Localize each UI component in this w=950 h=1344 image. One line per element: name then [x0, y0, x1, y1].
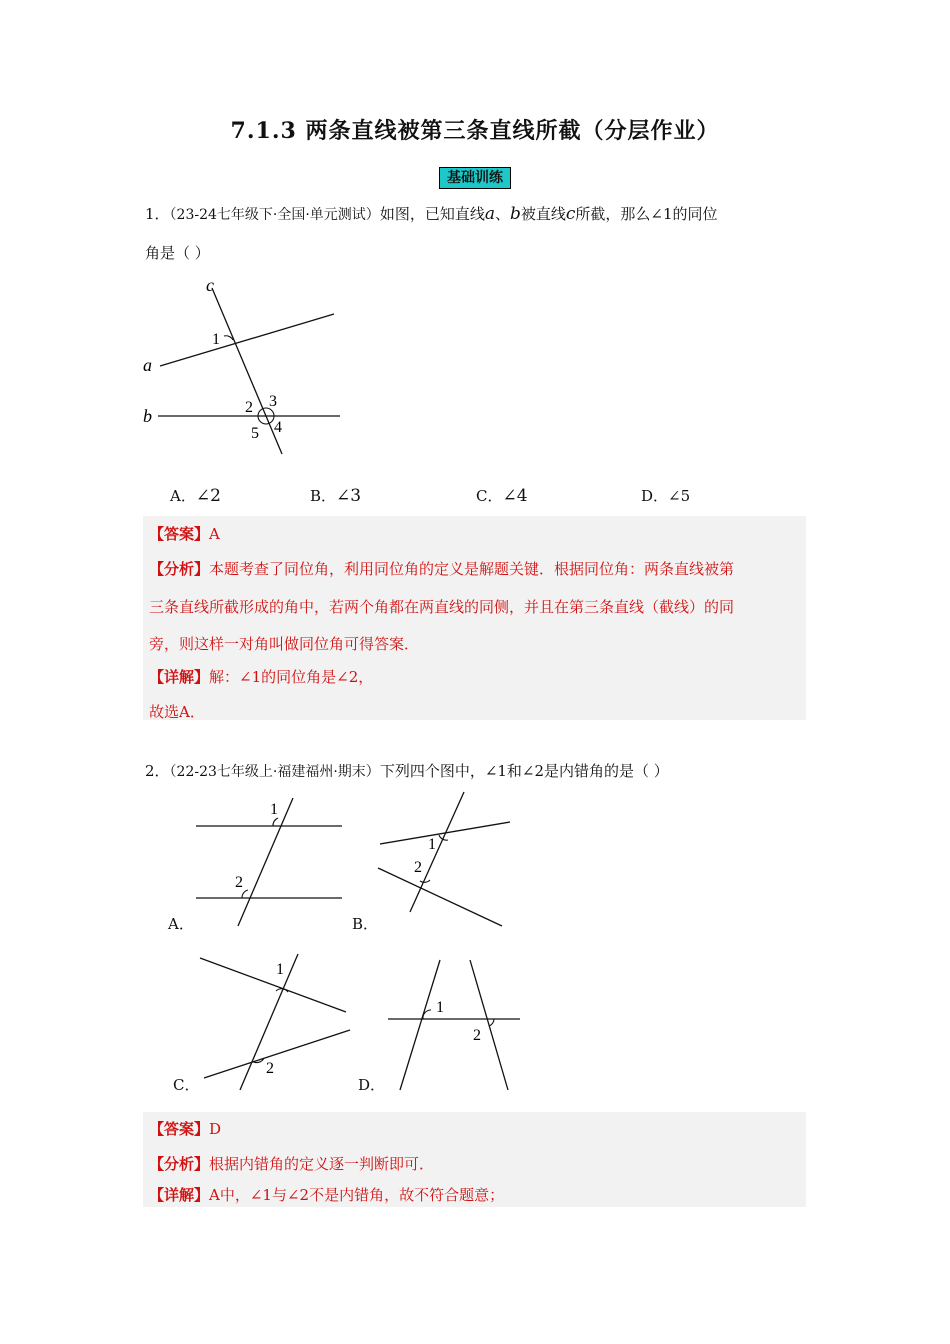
q2-detail: A中，∠1与∠2不是内错角，故不符合题意； — [209, 1186, 505, 1204]
q2-figure-d-label[interactable]: D． — [358, 1076, 386, 1094]
q2-analysis-line — [149, 1153, 434, 1174]
q1-answer-line — [149, 523, 220, 544]
q1-answer-tag: 【答案】 — [149, 525, 210, 543]
q1-answer-box — [143, 516, 806, 720]
q1-option-a-value: ∠2 — [195, 486, 221, 506]
q1-option-a[interactable] — [170, 485, 221, 506]
q2-b-line-2 — [378, 868, 502, 926]
q1-label-a: a — [143, 355, 152, 375]
q2-figure-b — [370, 788, 520, 930]
q1-label-1: 1 — [212, 331, 220, 348]
q2-b-label-2: 2 — [414, 859, 422, 876]
q2-analysis-tag: 【分析】 — [149, 1155, 210, 1173]
q2-a-label-1: 1 — [270, 801, 278, 818]
q2-figure-a-label[interactable]: A． — [168, 915, 194, 933]
q1-label-3: 3 — [269, 393, 277, 410]
q2-a-label-2: 2 — [235, 874, 243, 891]
q1-detail-1: 解：∠1的同位角是∠2， — [209, 668, 374, 686]
q1-line-1 — [145, 203, 718, 224]
q2-line — [145, 760, 669, 781]
q1-number: 1． — [145, 205, 170, 223]
q1-line-2: 角是（ ） — [145, 244, 210, 262]
q1-text-2: 被直线 — [520, 205, 566, 223]
q1-label-4: 4 — [274, 419, 282, 436]
q1-line-a-stroke — [160, 314, 334, 366]
q2-b-label-1: 1 — [428, 836, 436, 853]
q1-analysis-line-1 — [149, 558, 734, 579]
q1-analysis-line-2: 三条直线所截形成的角中，若两个角都在两直线的同侧，并且在第三条直线（截线）的同 — [149, 598, 735, 616]
q1-analysis-tag: 【分析】 — [149, 560, 210, 578]
q1-source: （23-24七年级下·全国·单元测试） — [169, 207, 380, 223]
q2-a-arc-1 — [273, 818, 278, 826]
q1-detail-line-1 — [149, 666, 373, 687]
q1-angle1-arc — [224, 336, 233, 340]
q2-b-arc-2 — [420, 880, 430, 882]
q1-sep: 、 — [494, 205, 510, 223]
q1-analysis-line-3: 旁，则这样一对角叫做同位角可得答案． — [149, 635, 420, 653]
q1-option-d-value: ∠5 — [668, 487, 691, 505]
q2-c-line-1 — [200, 958, 346, 1012]
q2-source: （22-23七年级上·福建福州·期末） — [169, 764, 380, 780]
q1-text-1: 如图，已知直线 — [379, 205, 485, 223]
q1-figure — [140, 270, 350, 460]
q1-label-c: c — [206, 275, 214, 295]
q1-label-5: 5 — [251, 425, 259, 442]
q1-option-b-value: ∠3 — [336, 486, 362, 506]
q1-text-3: 所截，那么∠1的同位 — [575, 205, 718, 223]
q2-number: 2． — [145, 762, 170, 780]
q2-d-right-line — [470, 960, 508, 1090]
q1-var-b: b — [509, 204, 521, 224]
q1-var-c: c — [565, 204, 576, 224]
section-badge: 基础训练 — [439, 167, 511, 189]
q2-answer-line — [149, 1118, 221, 1139]
q1-option-d[interactable] — [641, 485, 690, 506]
q1-detail-line-2: 故选A． — [149, 703, 205, 721]
q1-option-b-label: B． — [310, 487, 337, 505]
q2-figure-c-label[interactable]: C． — [173, 1076, 200, 1094]
q2-figure-d — [380, 950, 530, 1096]
q2-c-label-2: 2 — [266, 1060, 274, 1077]
q2-figure-b-label[interactable]: B． — [352, 915, 379, 933]
q2-d-label-2: 2 — [473, 1027, 481, 1044]
q1-detail-tag: 【详解】 — [149, 668, 210, 686]
q2-figure-c — [190, 948, 360, 1096]
q1-analysis-1: 本题考查了同位角，利用同位角的定义是解题关键．根据同位角：两条直线被第 — [209, 560, 735, 578]
q1-var-a: a — [484, 204, 495, 224]
q1-line-c-stroke — [212, 288, 282, 454]
q1-option-c-value: ∠4 — [502, 486, 528, 506]
q2-d-left-line — [400, 960, 440, 1090]
q2-text: 下列四个图中，∠1和∠2是内错角的是（ ） — [379, 762, 669, 780]
q2-d-label-1: 1 — [436, 999, 444, 1016]
q1-option-a-label: A． — [170, 487, 196, 505]
q2-answer-box — [143, 1112, 806, 1207]
q2-answer: D — [209, 1120, 222, 1138]
q1-answer: A — [209, 525, 220, 543]
q2-d-arc-2 — [489, 1019, 494, 1026]
q2-b-transversal — [410, 792, 464, 912]
q2-figure-a — [190, 790, 350, 930]
q2-c-label-1: 1 — [276, 961, 284, 978]
page-title: 7.1.3 两条直线被第三条直线所截（分层作业） — [230, 118, 720, 144]
q1-option-c-label: C． — [476, 487, 503, 505]
q2-detail-line — [149, 1184, 504, 1205]
q2-c-line-2 — [204, 1030, 350, 1078]
q1-label-2: 2 — [245, 399, 253, 416]
q1-option-d-label: D． — [641, 487, 669, 505]
q2-answer-tag: 【答案】 — [149, 1120, 210, 1138]
q2-a-transversal — [238, 798, 293, 926]
q1-option-c[interactable] — [476, 485, 528, 506]
q2-analysis: 根据内错角的定义逐一判断即可． — [209, 1155, 435, 1173]
q1-option-b[interactable] — [310, 485, 361, 506]
q2-a-arc-2 — [242, 890, 248, 898]
q1-label-b: b — [143, 406, 152, 426]
q2-detail-tag: 【详解】 — [149, 1186, 210, 1204]
